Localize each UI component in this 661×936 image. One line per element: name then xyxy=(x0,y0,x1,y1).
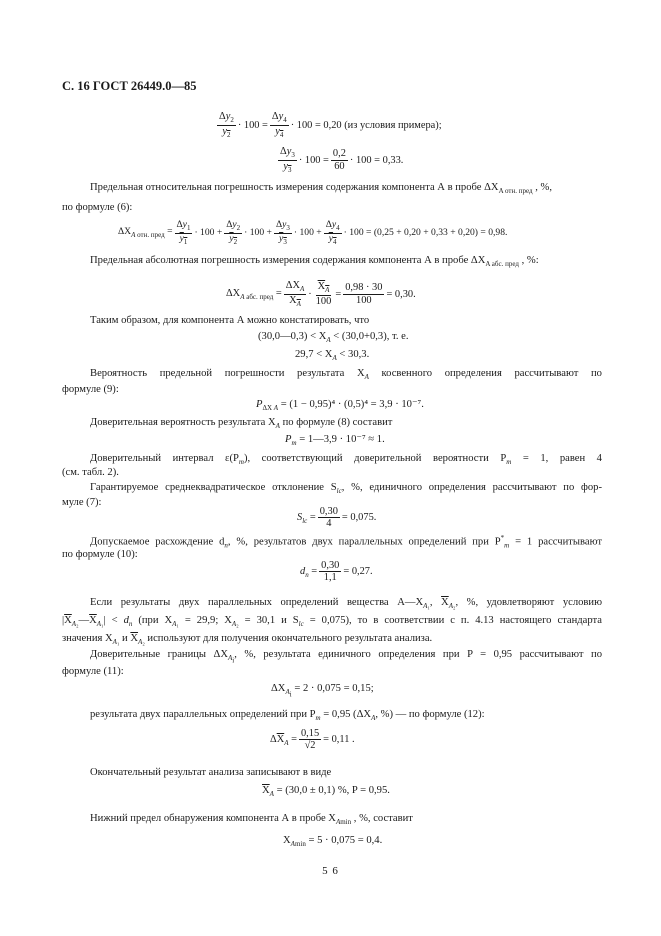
equation-6: $P_m$ = 1—3,9 · 10⁻⁷ ≈ 1. xyxy=(285,434,385,448)
equation-7: $S_{lc}$ = $\frac{0,30}{4}$ = 0,075. xyxy=(297,506,377,530)
equation-11: $\overline{X}_A = (30,0 \pm 0,1)$ %, P = 0,95. xyxy=(262,785,390,799)
paragraph-11: результата двух параллельных определений при $P_m = 0,95$ ($\Delta X_A$, %) — по формуле (12): xyxy=(90,709,485,723)
equation-3: $\Delta X_{A отн. пред}$ = $\frac{\Delta y_1}{y_1}$ · 100 + $\frac{\Delta y_2}{y_2}$ · 100 + $\frac{\Delta y_3}{y_3}$ · 100 + $\frac{\Delta y_4}{y_4}$ · 100 = (0,25 + 0,20 + 0,33 + 0,20) = 0,98. xyxy=(118,219,508,246)
inequality-1: (30,0—0,3) < $X_A < (30,0+0,3)$, т. е. xyxy=(258,331,409,345)
paragraph-4b: формуле (9): xyxy=(62,384,119,395)
paragraph-2: Предельная абсолютная погрешность измерения содержания компонента А в пробе $\Delta X_{A абс. пред}$ , %: xyxy=(90,255,539,269)
paragraph-8: Допускаемое расхождение $d_n$, %, результатов двух параллельных определений при $P^*_m = 1$ рассчитывают xyxy=(90,534,602,550)
paragraph-10: Доверительные границы $\Delta X_{A_i}$, %, результата единичного определения при P = 0,95 рассчитывают по xyxy=(90,649,602,665)
equation-12: $X_{Amin} = 5 \cdot 0,075 = 0,4$. xyxy=(283,835,383,849)
equation-2-tail: · 100 = 0,33. xyxy=(349,154,404,166)
inequality-2: $29,7 < X_A < 30,3$. xyxy=(295,349,370,363)
paragraph-12: Окончательный результат анализа записывают в виде xyxy=(90,767,332,778)
equation-4-tail: = 0,30. xyxy=(386,288,416,300)
paragraph-10b: формуле (11): xyxy=(62,666,124,677)
paragraph-1: Предельная относительная погрешность измерения содержания компонента А в пробе $\Delta X_{A отн. пред}$ , %, xyxy=(90,182,552,196)
paragraph-9b: $|\overline{X}_{A_2}—\overline{X}_{A_1}| < d_n$ (при $X_{A_1} = 29,9$; $X_{A_2} = 30,1$ и $S_{lc} = 0,075$), то в соответствии с п. 4.13 настоящего стандарта xyxy=(62,615,602,629)
paragraph-7: Гарантируемое среднеквадратическое отклонение $S_{lc}$, %, единичного определения рассчитывают по фор- xyxy=(90,482,602,496)
paragraph-5: Доверительная вероятность результата $X_A$ по формуле (8) составит xyxy=(90,417,393,431)
equation-8: $d_n$ = $\frac{0,30}{1,1}$ = 0,27. xyxy=(300,560,373,584)
equation-1-tail: · 100 = 0,20 (из условия примера); xyxy=(290,119,442,131)
equation-3-tail: · 100 = (0,25 + 0,20 + 0,33 + 0,20) = 0,98. xyxy=(343,227,508,239)
equation-2: $\frac{\Delta y_3}{y_3}$ · 100 = $\frac{0,2}{60}$ · 100 = 0,33. xyxy=(280,146,404,174)
paragraph-1b: по формуле (6): xyxy=(62,202,133,213)
paragraph-13: Нижний предел обнаружения компонента А в пробе $X_{Amin}$ , %, составит xyxy=(90,813,413,827)
paragraph-3: Таким образом, для компонента А можно констатировать, что xyxy=(90,315,370,326)
paragraph-6b: (см. табл. 2). xyxy=(62,467,119,478)
equation-9: $\Delta X_{A_i} = 2 \cdot 0,075 = 0,15$; xyxy=(271,683,374,699)
equation-10: $\Delta\overline{X}_A$ = $\frac{0,15}{√2}$ = 0,11 . xyxy=(270,728,355,752)
paragraph-8b: по формуле (10): xyxy=(62,549,138,560)
paragraph-7b: муле (7): xyxy=(62,497,102,508)
paragraph-9c: значения $X_{A_1}$ и $\overline{X}_{A_2}$ используют для получения окончательного результата анализа. xyxy=(62,633,433,647)
equation-1: $\frac{\Delta y_2}{y_2}$ · 100 = $\frac{\Delta y_4}{y_4}$ · 100 = 0,20 (из условия примера); xyxy=(219,111,442,139)
equation-5: $P_{\Delta X A} = (1 - 0,95)^4 \cdot (0,5)^4 = 3,9 \cdot 10^{-7}$. xyxy=(256,399,424,413)
page-number: 5 6 xyxy=(322,865,339,877)
paragraph-4: Вероятность предельной погрешности результата $X_A$ косвенного определения рассчитывают по xyxy=(90,368,602,382)
equation-4: $\Delta X_{A абс. пред}$ = $\frac{\Delta X_A}{X_A}$ · $\frac{X_A}{100}$ = $\frac{0,98 \cdot 30}{100}$ = 0,30. xyxy=(226,280,416,308)
paragraph-9: Если результаты двух параллельных определений вещества $А—X_{A_1}$, $\overline{X}_{A_2}$, %, удовлетворяют условию xyxy=(90,597,603,611)
paragraph-6: Доверительный интервал $\varepsilon(P_m)$, соответствующий доверительной вероятности $P_m = 1$, равен 4 xyxy=(90,453,602,467)
page-header: С. 16 ГОСТ 26449.0—85 xyxy=(62,79,197,93)
